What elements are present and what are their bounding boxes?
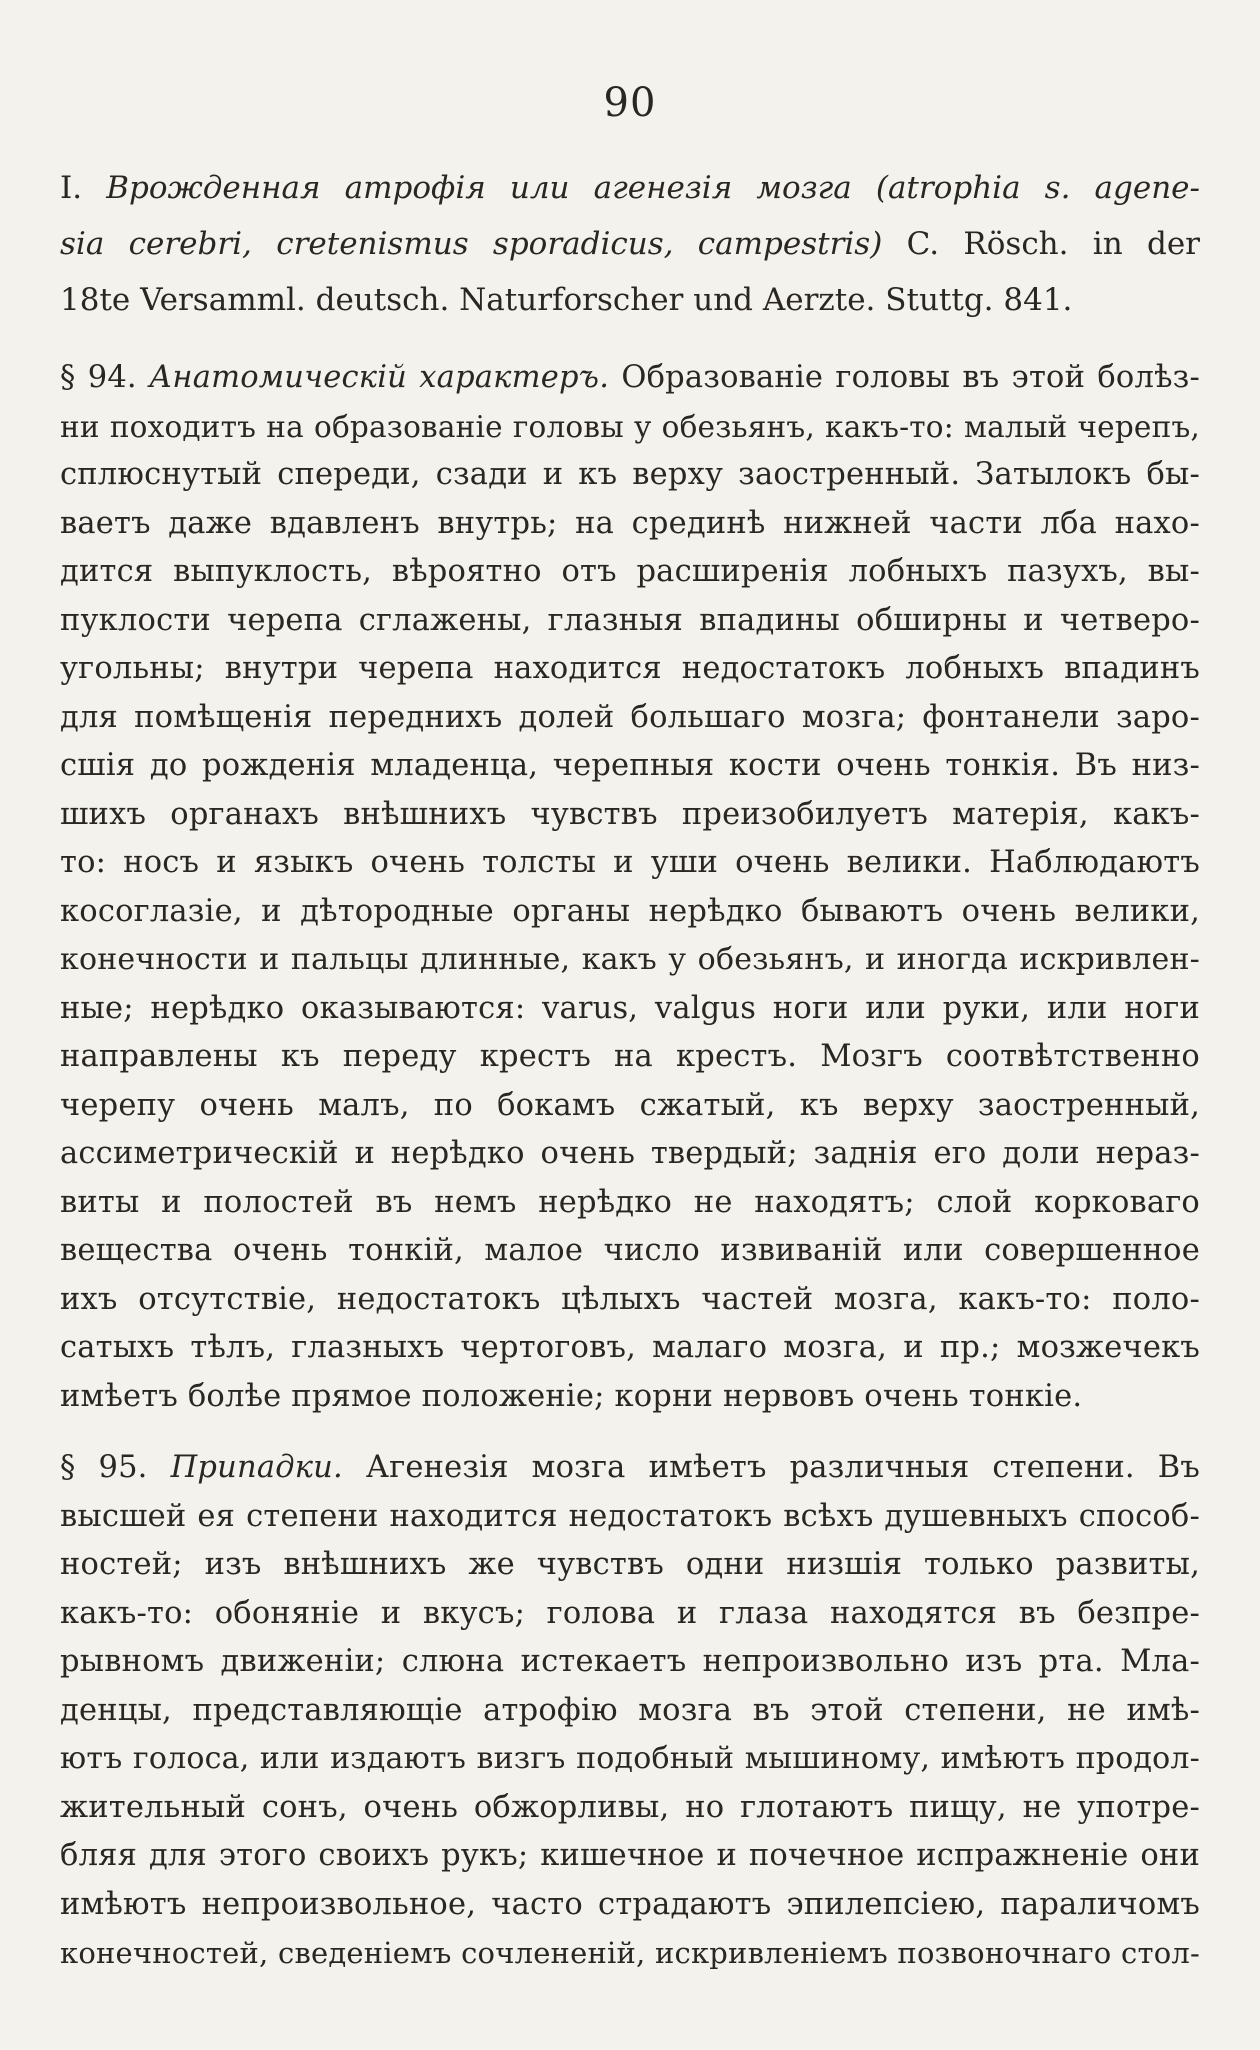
section-94-first-line-text: Образованіе головы въ этой болѣз-	[621, 360, 1201, 395]
section-95-line: ютъ голоса, или издаютъ визгъ подобный мышиному, имѣютъ продол-	[60, 1741, 1200, 1776]
section-95-line: высшей ея степени находится недостатокъ всѣхъ душевныхъ способ-	[60, 1498, 1200, 1534]
section-i-title-part-2: sia cerebri, cretenismus sporadicus, campestris)	[60, 226, 883, 262]
section-94-line: конечности и пальцы длинные, какъ у обезьянъ, и иногда искривлен-	[60, 942, 1200, 977]
section-95-first-line	[60, 1444, 1200, 1493]
section-95-number: § 95.	[60, 1450, 148, 1485]
section-94-line: косоглазіе, и дѣтородные органы нерѣдко бываютъ очень велики,	[60, 893, 1200, 929]
section-94-line: ассиметрическій и нерѣдко очень твердый; заднія его доли нераз-	[60, 1136, 1200, 1171]
section-94-line: ихъ отсутствіе, недостатокъ цѣлыхъ частей мозга, какъ-то: поло-	[60, 1281, 1200, 1317]
section-94-line: сплюснутый спереди, сзади и къ верху заостренный. Затылокъ бы-	[60, 457, 1200, 492]
section-94-line: ные; нерѣдко оказываются: varus, valgus ноги или руки, или ноги	[60, 990, 1200, 1026]
section-95-line: бляя для этого своихъ рукъ; кишечное и почечное испражненіе они	[60, 1838, 1200, 1873]
section-95-line: рывномъ движеніи; слюна истекаетъ непроизвольно изъ рта. Мла-	[60, 1644, 1200, 1679]
section-94-line: черепу очень малъ, по бокамъ сжатый, къ верху заостренный,	[60, 1087, 1200, 1123]
section-94	[60, 354, 1200, 1421]
section-i-line-3	[60, 272, 1200, 328]
section-95-line: конечностей, сведеніемъ сочлененій, искривленіемъ позвоночнаго стол-	[60, 1936, 1200, 1970]
section-95-line: имѣютъ непроизвольное, часто страдаютъ эпилепсіею, параличомъ	[60, 1886, 1200, 1922]
section-94-last-line: имѣетъ болѣе прямое положеніе; корни нервовъ очень тонкіе.	[60, 1378, 1083, 1414]
section-95-line: какъ-то: обоняніе и вкусъ; голова и глаза находятся въ безпре-	[60, 1595, 1200, 1631]
section-i-heading	[60, 160, 1200, 328]
section-94-line: ни походитъ на образованіе головы у обезьянъ, какъ-то: малый черепъ,	[60, 409, 1200, 444]
section-95-line: денцы, представляющіе атрофію мозга въ этой степени, не имѣ-	[60, 1692, 1200, 1728]
section-i-reference-part-1: C. Rösch. in der	[882, 226, 1200, 262]
section-94-line: пуклости черепа сглажены, глазныя впадины обширны и четверо-	[60, 602, 1200, 638]
section-94-line: сшія до рожденія младенца, черепныя кости очень тонкія. Въ низ-	[60, 748, 1200, 783]
section-95-first-line-text: Агенезія мозга имѣетъ различныя степени. Въ	[365, 1450, 1201, 1485]
section-i-title-part-1: Врожденная атрофія или агенезія мозга (atrophia s. agene-	[106, 170, 1200, 206]
section-94-line: виты и полостей въ немъ нерѣдко не находятъ; слой корковаго	[60, 1184, 1200, 1220]
section-94-line: то: носъ и языкъ очень толсты и уши очень велики. Наблюдаютъ	[60, 845, 1200, 880]
section-94-line: угольны; внутри черепа находится недостатокъ лобныхъ впадинъ	[60, 651, 1200, 686]
section-95-line: жительный сонъ, очень обжорливы, но глотаютъ пищу, не употре-	[60, 1789, 1200, 1825]
section-94-number: § 94.	[60, 360, 137, 395]
section-i-numeral: I.	[60, 170, 107, 206]
section-i-line-1	[60, 160, 1200, 216]
section-94-line: шихъ органахъ внѣшнихъ чувствъ преизобилуетъ матерія, какъ-	[60, 796, 1200, 832]
section-95-title: Припадки.	[170, 1450, 343, 1485]
section-94-line: ваетъ даже вдавленъ внутрь; на срединѣ нижней части лба нахо-	[60, 505, 1200, 541]
section-94-line: вещества очень тонкій, малое число извиваній или совершенное	[60, 1233, 1200, 1268]
section-94-line: сатыхъ тѣлъ, глазныхъ чертоговъ, малаго мозга, и пр.; мозжечекъ	[60, 1330, 1200, 1365]
section-94-line: для помѣщенія переднихъ долей большаго мозга; фонтанели заро-	[60, 699, 1200, 735]
section-i-line-2	[60, 216, 1200, 272]
section-95	[60, 1444, 1200, 1978]
section-i-reference-part-2: 18te Versamml. deutsch. Naturforscher und Aerzte. Stuttg. 841.	[60, 282, 1073, 318]
section-95-line: ностей; изъ внѣшнихъ же чувствъ одни низшія только развиты,	[60, 1547, 1200, 1582]
section-94-line: направлены къ переду крестъ на крестъ. Мозгъ соотвѣтственно	[60, 1039, 1200, 1074]
section-94-title: Анатомическій характеръ.	[149, 360, 610, 395]
page-number: 90	[603, 80, 657, 126]
section-94-line: дится выпуклость, вѣроятно отъ расширенія лобныхъ пазухъ, вы-	[60, 554, 1200, 589]
section-94-first-line	[60, 354, 1200, 403]
